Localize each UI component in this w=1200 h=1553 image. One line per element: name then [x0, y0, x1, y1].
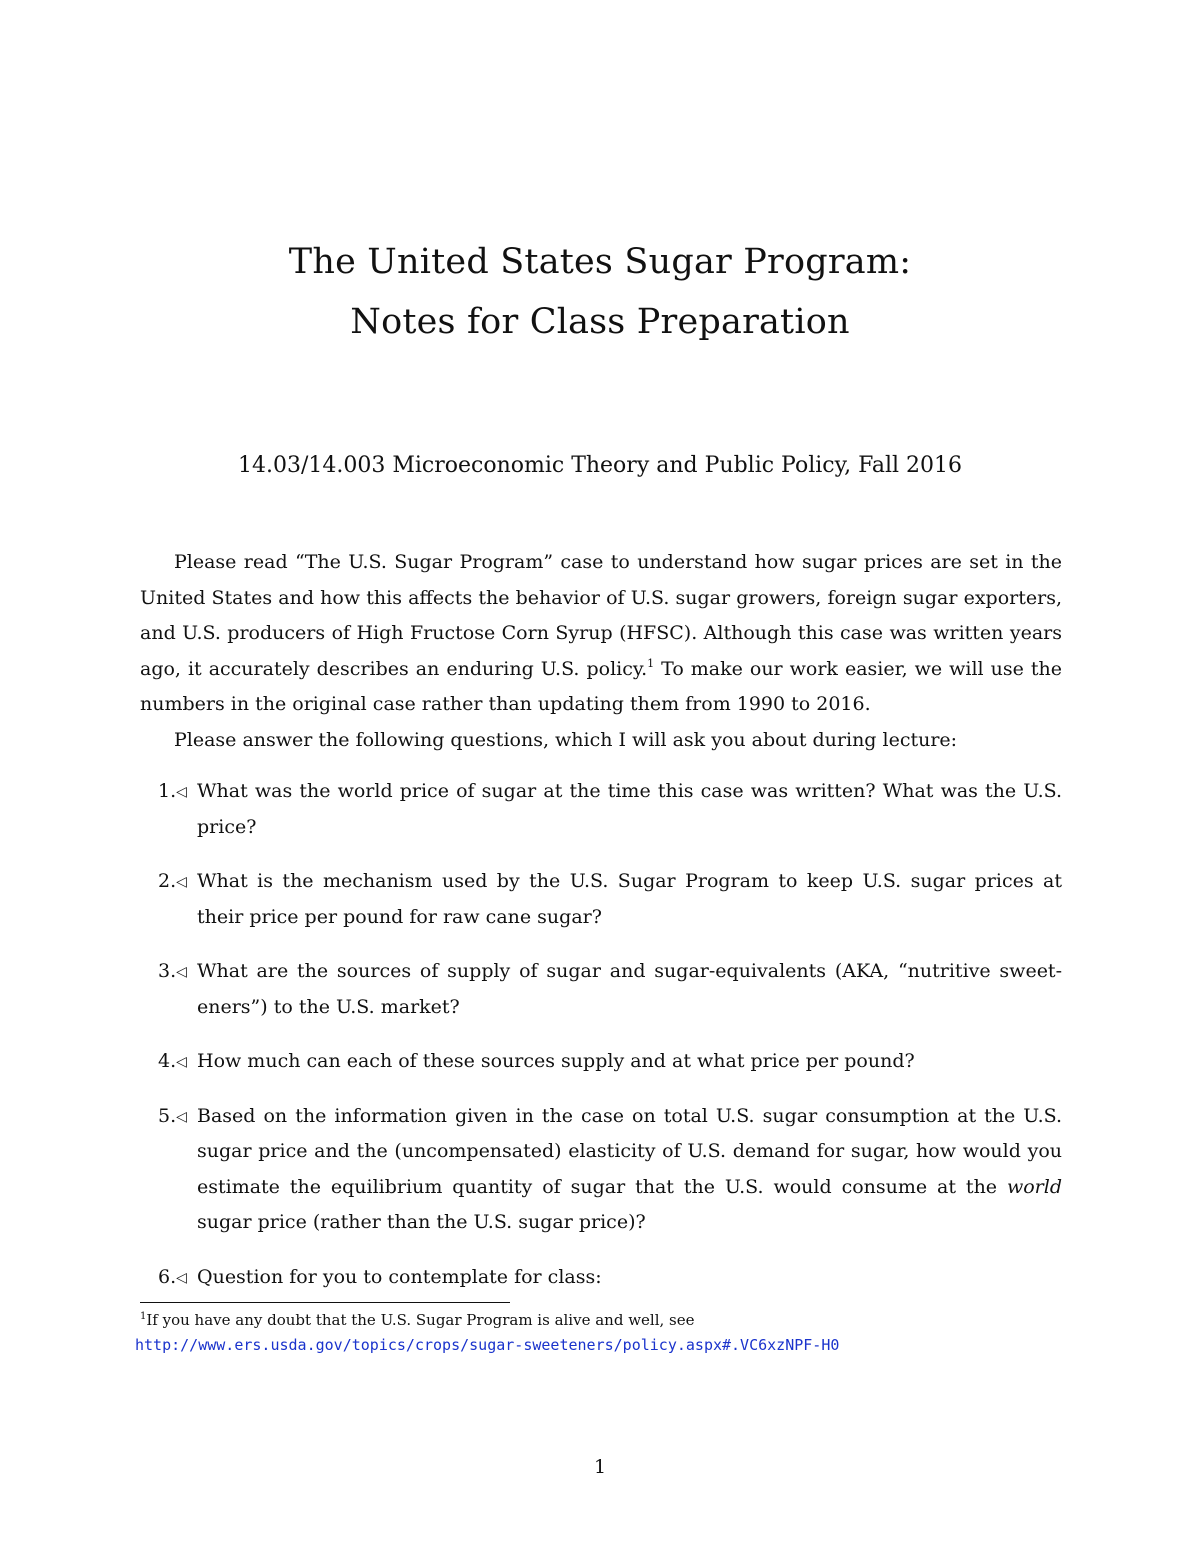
- question-marker-icon: ◁: [176, 874, 187, 890]
- footnote-divider: [140, 1302, 510, 1303]
- intro-text: Please read “The U.S. Sugar Program” case to understand how sugar prices are set in the United States and how this affects the behavior of U.S. sugar growers, foreign sugar exporters, and U.S. producers of High Fructose Corn Syrup (HFSC). Although this case was written years ago, it accurately describes an enduring U.S. policy.: [140, 551, 1062, 680]
- footnote-mark: 1: [140, 1311, 147, 1322]
- title-line-1: The United States Sugar Program:: [288, 242, 912, 282]
- question-number: 6.◁: [158, 1260, 188, 1297]
- page-number: 1: [593, 1456, 607, 1478]
- question-text: Based on the information given in the case on total U.S. sugar consumption at the U.S. sugar price and the (uncompensated) elasticity of U.S. demand for sugar, how would you estimate the equilibrium quantity of sugar that the U.S. would consume at the world sugar price (rather than the U.S. sugar price)?: [197, 1104, 1062, 1233]
- title-line-2: Notes for Class Preparation: [350, 302, 850, 342]
- question-number: 2.◁: [158, 864, 188, 901]
- footnote: [135, 1308, 1070, 1358]
- questions-intro: Please answer the following questions, which I will ask you about during lecture:: [174, 728, 958, 751]
- question-marker-icon: ◁: [176, 964, 187, 980]
- question-text: What are the sources of supply of sugar and sugar-equivalents (AKA, “nutritive sweet-eners”) to the U.S. market?: [197, 960, 1062, 1018]
- document-body: [140, 545, 1062, 1314]
- question-marker-icon: ◁: [176, 784, 187, 800]
- question-text: What was the world price of sugar at the time this case was written? What was the U.S. price?: [197, 780, 1062, 838]
- footnote-link[interactable]: http://www.ers.usda.gov/topics/crops/sugar-sweeteners/policy.aspx#.VC6xzNPF-H0: [135, 1336, 840, 1354]
- question-marker-icon: ◁: [176, 1108, 187, 1125]
- question-text: Question for you to contemplate for class:: [197, 1265, 602, 1288]
- list-item: [140, 1260, 1062, 1296]
- list-item: [140, 954, 1062, 1025]
- intro-text-continued: To make our work easier, we will use the numbers in the original case rather than updating them from 1990 to 2016.: [140, 657, 1062, 715]
- question-number: 4.◁: [158, 1044, 188, 1081]
- question-marker-icon: ◁: [176, 1054, 187, 1070]
- list-item: [140, 1099, 1062, 1241]
- document-title: [0, 232, 1200, 352]
- list-item: [140, 1044, 1062, 1080]
- emphasis-world: world: [1006, 1175, 1062, 1198]
- footnote-text: If you have any doubt that the U.S. Sugar Program is alive and well, see: [146, 1311, 695, 1329]
- question-text: What is the mechanism used by the U.S. Sugar Program to keep U.S. sugar prices at their price per pound for raw cane sugar?: [197, 870, 1062, 928]
- list-item: [140, 864, 1062, 935]
- question-number: 5.◁: [158, 1099, 188, 1136]
- intro-paragraph: [140, 545, 1062, 723]
- list-item: [140, 774, 1062, 845]
- question-text: How much can each of these sources supply and at what price per pound?: [197, 1050, 915, 1072]
- footnote-reference[interactable]: 1: [647, 656, 655, 670]
- question-list: [140, 774, 1062, 1295]
- question-number: 3.◁: [158, 954, 188, 991]
- course-line: 14.03/14.003 Microeconomic Theory and Public Policy, Fall 2016: [237, 453, 963, 478]
- question-marker-icon: ◁: [176, 1269, 187, 1286]
- question-number: 1.◁: [158, 774, 188, 811]
